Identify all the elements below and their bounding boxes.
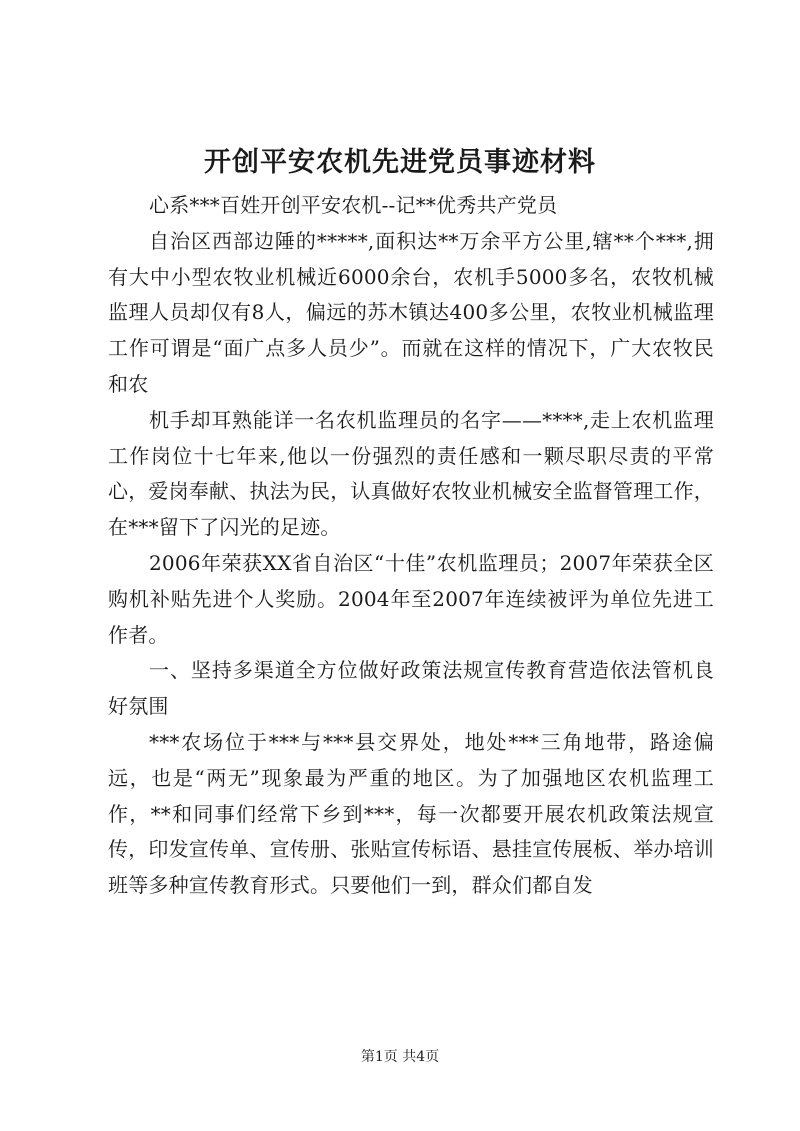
page-number-footer: 第1页 共4页 — [360, 1049, 440, 1065]
document-title: 开创平安农机先进党员事迹材料 — [204, 147, 596, 178]
document-body — [108, 188, 714, 904]
document-subtitle: 心系***百姓开创平安农机--记**优秀共产党员 — [149, 193, 558, 217]
paragraph-4: ***农场位于***与***县交界处，地处***三角地带，路途偏远，也是“两无”现象最为严重的地区。为了加强地区农机监理工作，**和同事们经常下乡到***，每一次都要开展农机政策法规宣传，印发宣传单、宣传册、张贴宣传标语、悬挂宣传展板、举办培训班等多种宣传教育形式。只要他们一到，群众们都自发 — [108, 729, 714, 898]
paragraph-2: 机手却耳熟能详一名农机监理员的名字——****,走上农机监理工作岗位十七年来,他以一份强烈的责任感和一颗尽职尽责的平常心，爱岗奉献、执法为民，认真做好农牧业机械安全监督管理工作，在***留下了闪光的足迹。 — [108, 407, 714, 540]
section-heading-1: 一、坚持多渠道全方位做好政策法规宣传教育营造依法管机良好氛围 — [108, 658, 714, 719]
paragraph-3: 2006年荣获XX省自治区“十佳”农机监理员；2007年荣获全区购机补贴先进个人奖励。2004年至2007年连续被评为单位先进工作者。 — [108, 550, 714, 647]
paragraph-1: 自治区西部边陲的*****,面积达**万余平方公里,辖**个***,拥有大中小型农牧业机械近6000余台，农机手5000多名，农牧机械监理人员却仅有8人，偏远的苏木镇达400多公里，农牧业机械监理工作可谓是“面广点多人员少”。而就在这样的情况下，广大农牧民和农 — [108, 228, 714, 396]
